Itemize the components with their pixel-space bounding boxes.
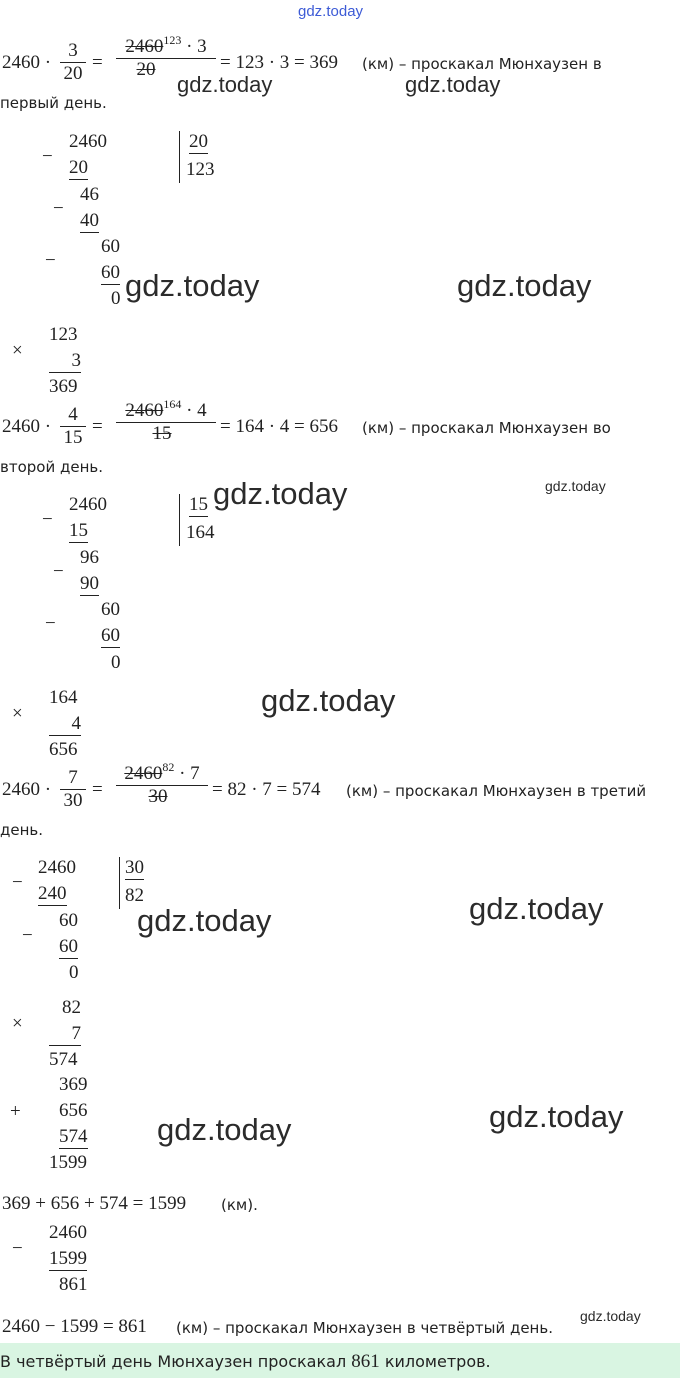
division-bar xyxy=(179,131,180,183)
day1-num-sup: 123 xyxy=(163,33,182,47)
quotient: 82 xyxy=(125,885,144,906)
factor-a: 123 xyxy=(49,324,78,345)
final-remainder: 0 xyxy=(69,962,79,983)
subtrahend: 40 xyxy=(80,210,99,231)
product: 574 xyxy=(49,1049,78,1070)
sum-unit: (км). xyxy=(221,1196,258,1214)
minus-sign: − xyxy=(42,146,53,167)
remainder: 60 xyxy=(101,599,120,620)
day3-big-fraction xyxy=(116,760,208,808)
day3-fraction xyxy=(60,767,86,812)
day1-frac-num: 3 xyxy=(60,40,86,63)
day2-num-strike: 2460 xyxy=(125,400,164,421)
minus-sign: − xyxy=(45,250,56,271)
day3-text: (км) – проскакал Мюнхаузен в третий xyxy=(346,782,647,800)
factor-a: 82 xyxy=(62,997,81,1018)
divisor: 15 xyxy=(189,494,208,515)
sum-result: 1599 xyxy=(49,1152,87,1173)
day3-text-line2: день. xyxy=(0,821,44,839)
divisor: 20 xyxy=(189,131,208,152)
day2-big-fraction xyxy=(116,397,216,445)
answer-value: 861 xyxy=(351,1351,380,1372)
subtrahend: 1599 xyxy=(49,1248,87,1269)
day2-frac-den: 15 xyxy=(63,427,83,448)
sub-text: (км) – проскакал Мюнхаузен в четвёртый день. xyxy=(176,1319,553,1337)
remainder: 96 xyxy=(80,547,99,568)
day1-den-strike: 20 xyxy=(136,59,156,80)
watermark: gdz.today xyxy=(489,1099,624,1134)
day3-den-strike: 30 xyxy=(148,786,168,807)
watermark: gdz.today xyxy=(125,268,260,303)
watermark: gdz.today xyxy=(177,72,273,97)
minuend: 2460 xyxy=(49,1222,87,1243)
day2-num-sup: 164 xyxy=(163,397,182,411)
factor-b: 4 xyxy=(49,713,81,736)
minus-sign: − xyxy=(12,1238,23,1259)
final-remainder: 0 xyxy=(111,652,121,673)
day2-lead: 2460 · xyxy=(2,416,52,437)
day1-fraction xyxy=(60,40,86,85)
day1-eq: = xyxy=(92,52,103,73)
day2-text-line2: второй день. xyxy=(0,458,103,476)
day2-text: (км) – проскакал Мюнхаузен во xyxy=(362,419,611,437)
dividend: 2460 xyxy=(69,494,107,515)
watermark: gdz.today xyxy=(157,1112,292,1147)
addend: 656 xyxy=(59,1100,88,1121)
product: 656 xyxy=(49,739,78,760)
plus-sign: + xyxy=(10,1101,21,1122)
subtrahend: 60 xyxy=(59,936,78,957)
day3-num-strike: 2460 xyxy=(124,763,163,784)
day3-lead: 2460 · xyxy=(2,779,52,800)
addend: 369 xyxy=(59,1074,88,1095)
day2-fraction xyxy=(60,404,86,449)
remainder: 46 xyxy=(80,184,99,205)
division-bar xyxy=(179,494,180,546)
product: 369 xyxy=(49,376,78,397)
sum-eq: 369 + 656 + 574 = 1599 xyxy=(2,1193,187,1214)
day1-num-strike: 2460 xyxy=(125,36,164,57)
remainder: 60 xyxy=(59,910,78,931)
day2-den-strike: 15 xyxy=(152,423,172,444)
day1-text-line2: первый день. xyxy=(0,94,107,112)
subtrahend: 60 xyxy=(101,262,120,283)
watermark: gdz.today xyxy=(137,903,272,938)
day1-text: (км) – проскакал Мюнхаузен в xyxy=(362,55,602,73)
watermark: gdz.today xyxy=(469,891,604,926)
day3-num-rest: · 7 xyxy=(174,763,200,784)
times-sign: × xyxy=(12,703,23,724)
day1-num-rest: · 3 xyxy=(181,36,207,57)
minus-sign: − xyxy=(53,561,64,582)
day2-num-rest: · 4 xyxy=(181,400,207,421)
answer-banner xyxy=(0,1343,680,1378)
watermark-top: gdz.today xyxy=(298,3,364,20)
day2-eq: = xyxy=(92,416,103,437)
day3-eq: = xyxy=(92,779,103,800)
day3-num-sup: 82 xyxy=(162,760,175,774)
day2-result: = 164 · 4 = 656 xyxy=(220,416,339,437)
dividend: 2460 xyxy=(38,857,76,878)
subtrahend: 90 xyxy=(80,573,99,594)
remainder: 60 xyxy=(101,236,120,257)
addend: 574 xyxy=(59,1126,88,1147)
minus-sign: − xyxy=(22,925,33,946)
watermark: gdz.today xyxy=(457,268,592,303)
difference: 861 xyxy=(59,1274,88,1295)
times-sign: × xyxy=(12,1013,23,1034)
subtrahend: 240 xyxy=(38,883,67,904)
minus-sign: − xyxy=(45,613,56,634)
watermark: gdz.today xyxy=(213,476,348,511)
minus-sign: − xyxy=(12,872,23,893)
subtrahend: 60 xyxy=(101,625,120,646)
watermark: gdz.today xyxy=(545,478,606,494)
dividend: 2460 xyxy=(69,131,107,152)
subtrahend: 15 xyxy=(69,520,88,541)
subtrahend: 20 xyxy=(69,157,88,178)
sub-eq: 2460 − 1599 = 861 xyxy=(2,1316,147,1337)
answer-prefix: В четвёртый день Мюнхаузен проскакал xyxy=(0,1352,352,1371)
division-bar xyxy=(119,857,120,909)
watermark: gdz.today xyxy=(580,1308,641,1324)
watermark: gdz.today xyxy=(261,683,396,718)
divisor: 30 xyxy=(125,857,144,878)
day2-frac-num: 4 xyxy=(60,404,86,427)
factor-b: 3 xyxy=(49,350,81,373)
minus-sign: − xyxy=(42,509,53,530)
times-sign: × xyxy=(12,340,23,361)
answer-suffix: километров. xyxy=(379,1352,491,1371)
final-remainder: 0 xyxy=(111,288,121,309)
day3-frac-den: 30 xyxy=(63,790,83,811)
day1-frac-den: 20 xyxy=(63,63,83,84)
quotient: 123 xyxy=(186,159,215,180)
watermark: gdz.today xyxy=(405,72,501,97)
factor-b: 7 xyxy=(49,1023,81,1046)
factor-a: 164 xyxy=(49,687,78,708)
day3-result: = 82 · 7 = 574 xyxy=(212,779,321,800)
day1-lead: 2460 · xyxy=(2,52,52,73)
quotient: 164 xyxy=(186,522,215,543)
day1-result: = 123 · 3 = 369 xyxy=(220,52,339,73)
minus-sign: − xyxy=(53,198,64,219)
day3-frac-num: 7 xyxy=(60,767,86,790)
